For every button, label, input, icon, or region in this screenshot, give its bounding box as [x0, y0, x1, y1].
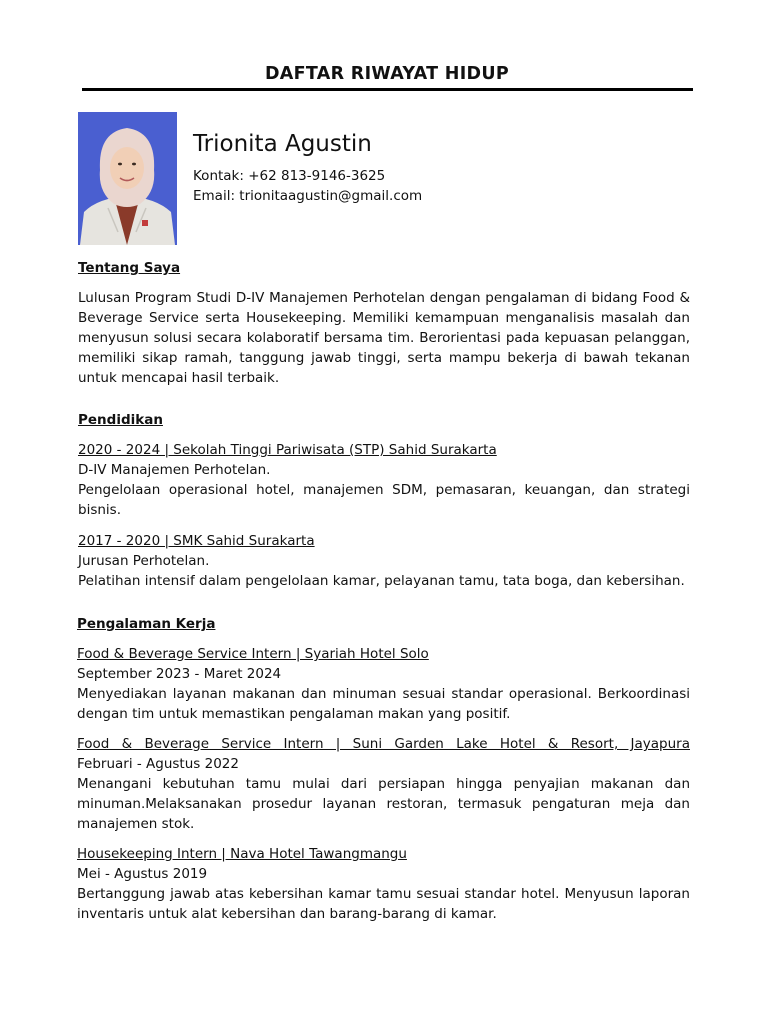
experience-item-heading: Food & Beverage Service Intern | Syariah Hotel Solo	[77, 646, 429, 662]
profile-contact-block	[193, 166, 422, 206]
experience-item-period: Februari - Agustus 2022	[77, 756, 239, 772]
education-item-degree: Jurusan Perhotelan.	[78, 553, 210, 569]
education-item	[78, 531, 690, 591]
experience-item-period: September 2023 - Maret 2024	[77, 666, 282, 682]
education-item	[78, 440, 690, 520]
resume-content	[78, 258, 690, 936]
experience-item-heading: Food & Beverage Service Intern | Suni Garden Lake Hotel & Resort, Jayapura	[77, 736, 690, 752]
about-section	[78, 258, 690, 388]
profile-photo	[78, 112, 177, 245]
experience-item-period: Mei - Agustus 2019	[77, 866, 208, 882]
education-item-description: Pengelolaan operasional hotel, manajemen SDM, pemasaran, keuangan, dan strategi bisnis.	[78, 482, 690, 518]
document-title: DAFTAR RIWAYAT HIDUP	[264, 64, 510, 84]
experience-item	[77, 734, 690, 834]
experience-item-heading: Housekeeping Intern | Nava Hotel Tawangmangu	[77, 846, 407, 862]
experience-item-description: Menangani kebutuhan tamu mulai dari persiapan hingga penyajian makanan dan minuman.Melaksanakan prosedur layanan restoran, termasuk pengaturan meja dan manajemen stok.	[77, 776, 690, 832]
about-heading: Tentang Saya	[78, 260, 181, 276]
experience-item-description: Bertanggung jawab atas kebersihan kamar tamu sesuai standar hotel. Menyusun laporan inventaris untuk alat kebersihan dan barang-barang di kamar.	[77, 886, 690, 922]
about-text: Lulusan Program Studi D-IV Manajemen Perhotelan dengan pengalaman di bidang Food & Beverage Service serta Housekeeping. Memiliki kemampuan menganalisis masalah dan menyusun solusi secara kolaboratif bersama tim. Berorientasi pada kepuasan pelanggan, memiliki sikap ramah, tanggung jawab tinggi, serta mampu bekerja di bawah tekanan untuk mencapai hasil terbaik.	[78, 290, 690, 386]
education-heading: Pendidikan	[78, 412, 163, 428]
education-section	[78, 410, 690, 591]
profile-photo-image	[78, 112, 177, 245]
experience-item	[77, 644, 690, 724]
experience-heading: Pengalaman Kerja	[77, 616, 216, 632]
experience-section	[77, 614, 690, 924]
experience-item	[77, 844, 690, 924]
education-item-description: Pelatihan intensif dalam pengelolaan kamar, pelayanan tamu, tata boga, dan kebersihan.	[78, 573, 685, 589]
education-item-heading: 2020 - 2024 | Sekolah Tinggi Pariwisata (STP) Sahid Surakarta	[78, 442, 497, 458]
profile-name: Trionita Agustin	[193, 131, 372, 157]
experience-item-description: Menyediakan layanan makanan dan minuman sesuai standar operasional. Berkoordinasi dengan tim untuk memastikan pengalaman makan yang positif.	[77, 686, 690, 722]
education-item-degree: D-IV Manajemen Perhotelan.	[78, 462, 271, 478]
title-divider	[82, 88, 693, 91]
profile-email: Email: trionitaagustin@gmail.com	[193, 188, 423, 204]
education-item-heading: 2017 - 2020 | SMK Sahid Surakarta	[78, 533, 315, 549]
profile-phone: Kontak: +62 813-9146-3625	[193, 168, 386, 184]
